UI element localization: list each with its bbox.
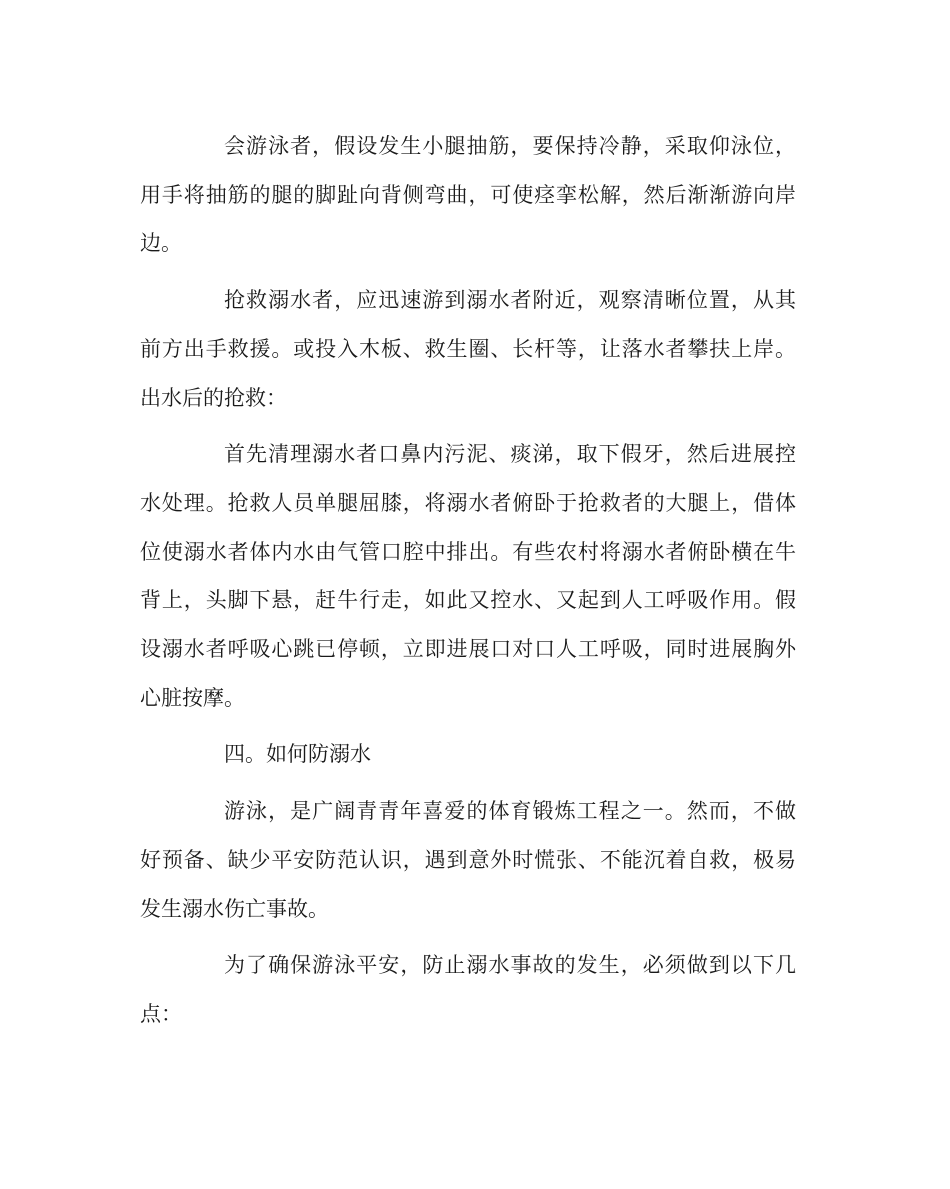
- text-line: 心脏按摩。: [140, 685, 245, 710]
- text-line: 为了确保游泳平安，防止溺水事故的发生，必须做到以下几: [224, 953, 796, 978]
- text-line: 背上，头脚下悬，赶牛行走，如此又控水、又起到人工呼吸作用。假: [140, 588, 796, 613]
- paragraph-cramp: [140, 122, 796, 268]
- text-line: 游泳，是广阔青青年喜爱的体育锻炼工程之一。然而，不做: [224, 799, 796, 824]
- text-line: 点：: [140, 1001, 182, 1026]
- text-line: 设溺水者呼吸心跳已停顿，立即进展口对口人工呼吸，同时进展胸外: [140, 637, 796, 662]
- text-line: 位使溺水者体内水由气管口腔中排出。有些农村将溺水者俯卧横在牛: [140, 539, 796, 564]
- section-heading: 四。如何防溺水: [224, 742, 371, 767]
- text-line: 前方出手救援。或投入木板、救生圈、长杆等，让落水者攀扶上岸。: [140, 336, 796, 361]
- paragraph-safety: [140, 941, 796, 1038]
- text-line: 水处理。抢救人员单腿屈膝，将溺水者俯卧于抢救者的大腿上，借体: [140, 490, 796, 515]
- text-line: 出水后的抢救：: [140, 385, 287, 410]
- paragraph-first-aid: [140, 430, 796, 722]
- text-line: 用手将抽筋的腿的脚趾向背侧弯曲，可使痉挛松解，然后渐渐游向岸: [140, 182, 796, 207]
- text-line: 首先清理溺水者口鼻内污泥、痰涕，取下假牙，然后进展控: [224, 442, 796, 467]
- paragraph-rescue: [140, 276, 796, 422]
- text-line: 边。: [140, 231, 182, 256]
- text-line: 发生溺水伤亡事故。: [140, 896, 329, 921]
- text-line: 会游泳者，假设发生小腿抽筋，要保持冷静，采取仰泳位，: [224, 134, 796, 158]
- document-page: [140, 122, 796, 1047]
- text-line: 抢救溺水者，应迅速游到溺水者附近，观察清晰位置，从其: [224, 288, 796, 313]
- text-line: 好预备、缺少平安防范认识，遇到意外时慌张、不能沉着自救，极易: [140, 847, 796, 872]
- paragraph-swimming: [140, 787, 796, 933]
